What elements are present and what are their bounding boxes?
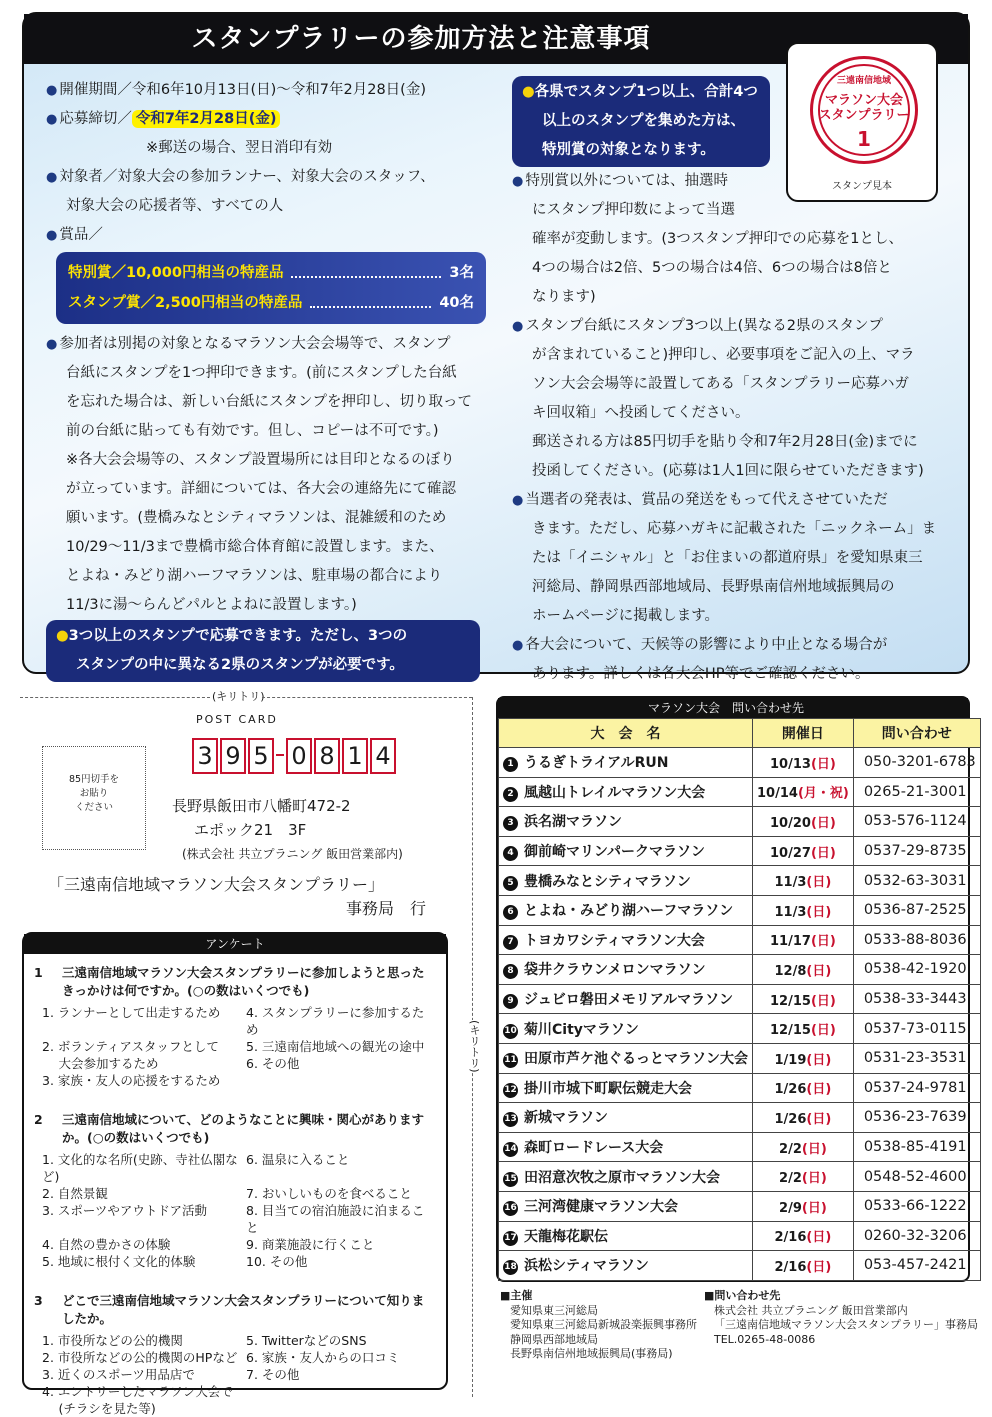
marathon-date: 1/19(日) <box>753 1043 854 1073</box>
zip-digit: 8 <box>314 738 340 774</box>
survey-question-1: 1 三遠南信地域マラソン大会スタンプラリーに参加しようと思ったきっかけは何ですか。(○の数はいくつでも) 1. ランナーとして出走するため 4. スタンプラリーに参加するため 2. ボランティアスタッフとして 5. 三遠南信地域への観光の途中 大会参加するため 6. その他 3. 家族・友人の応援をするため <box>34 965 425 1088</box>
marathon-date: 1/26(日) <box>753 1103 854 1133</box>
table-header-row <box>499 719 981 748</box>
table-row <box>499 1221 981 1251</box>
row-number-badge: 5 <box>503 876 518 891</box>
rules-panel <box>22 12 970 682</box>
cut-line <box>262 697 472 698</box>
prize-box <box>56 252 486 324</box>
bullet-icon: ● <box>46 337 58 352</box>
table-row <box>499 955 981 985</box>
para-1-line-3: 前の台紙に貼っても有効です。但し、コピーは不可です。) <box>66 423 439 439</box>
marathon-phone: 050-3201-6783 <box>853 748 980 778</box>
zip-digit: 1 <box>342 738 368 774</box>
zip-digit: 0 <box>286 738 312 774</box>
table-row <box>499 807 981 837</box>
special-prize-note: ●各県でスタンプ1つ以上、合計4つ 以上のスタンプを集めた方は、 特別賞の対象となります。 <box>512 76 770 167</box>
survey-question-2: 2 三遠南信地域について、どのようなことに興味・関心がありますか。(○の数はいくつでも) 1. 文化的な名所(史跡、寺社仏閣など) 6. 温泉に入ること 2. 自然景観 7. おいしいものを食べること 3. スポーツやアウトドア活動 8. 目当ての宿泊施設に泊まること 4. 自然の豊かさの体験 9. 商業施設に行くこと 5. 地域に根付く文化的体験 10. その他 <box>34 1112 425 1269</box>
table-row <box>499 866 981 896</box>
marathon-phone: 0533-88-8036 <box>853 925 980 955</box>
marathon-phone: 0548-52-4600 <box>853 1162 980 1192</box>
row-number-badge: 14 <box>503 1142 518 1157</box>
marathon-phone: 0260-32-3206 <box>853 1221 980 1251</box>
cut-line <box>20 697 210 698</box>
table-row <box>499 1162 981 1192</box>
marathon-date: 12/15(日) <box>753 984 854 1014</box>
row-number-badge: 9 <box>503 994 518 1009</box>
contacts-table <box>498 718 981 1281</box>
r-para-2-line-0: ● スタンプ台紙にスタンプ3つ以上(異なる2県のスタンプ <box>512 318 883 334</box>
header-name: 大 会 名 <box>499 719 753 748</box>
row-number-badge: 13 <box>503 1112 518 1127</box>
row-number-badge: 18 <box>503 1260 518 1275</box>
target-text-2: 対象大会の応援者等、すべての人 <box>66 198 284 214</box>
table-row <box>499 895 981 925</box>
prize-stamp: スタンプ賞／2,500円相当の特産品 40名 <box>68 288 474 318</box>
marathon-date: 2/2(日) <box>753 1132 854 1162</box>
marathon-phone: 053-457-2421 <box>853 1251 980 1281</box>
row-number-badge: 10 <box>503 1024 518 1039</box>
row-number-badge: 15 <box>503 1172 518 1187</box>
para-2-line-2: 願います。(豊橋みなとシティマラソンは、混雑緩和のため <box>66 510 447 526</box>
bullet-icon: ● <box>512 638 524 653</box>
table-row <box>499 984 981 1014</box>
bullet-icon: ● <box>46 112 58 127</box>
zip-digit: 5 <box>248 738 274 774</box>
marathon-name: 11 田原市芦ケ池ぐるっとマラソン大会 <box>499 1043 753 1073</box>
marathon-name: 9 ジュビロ磐田メモリアルマラソン <box>499 984 753 1014</box>
para-1-line-1: 台紙にスタンプを1つ押印できます。(前にスタンプした台紙 <box>66 365 457 381</box>
para-2-line-3: 10/29～11/3まで豊橋市総合体育館に設置します。また、 <box>66 539 444 555</box>
marathon-date: 11/3(日) <box>753 895 854 925</box>
table-row <box>499 777 981 807</box>
inquiry-block: ■問い合わせ先 株式会社 共立プラニング 飯田営業部内 「三遠南信地域マラソン大会スタンプラリー」事務局 TEL.0265-48-0086 <box>704 1289 978 1346</box>
marathon-date: 12/15(日) <box>753 1014 854 1044</box>
bullet-icon: ● <box>46 83 58 98</box>
postcard-recipient: 「三遠南信地域マラソン大会スタンプラリー」 事務局 行 <box>48 875 427 918</box>
marathon-name: 5 豊橋みなとシティマラソン <box>499 866 753 896</box>
row-number-badge: 3 <box>503 816 518 831</box>
bullet-icon: ● <box>512 493 524 508</box>
para-2-line-1: が立っています。詳細については、各大会の連絡先にて確認 <box>66 481 457 497</box>
row-number-badge: 11 <box>503 1053 518 1068</box>
organizer-block: ■主催 愛知県東三河総局 愛知県東三河総局新城設楽振興事務所 静岡県西部地域局 長野県南信州地域振興局(事務局) <box>500 1289 697 1360</box>
zip-separator <box>276 754 284 756</box>
marathon-phone: 0536-87-2525 <box>853 895 980 925</box>
row-number-badge: 2 <box>503 787 518 802</box>
marathon-name: 14 森町ロードレース大会 <box>499 1132 753 1162</box>
postcard-label: POST CARD <box>196 713 278 726</box>
header-date: 開催日 <box>753 719 854 748</box>
marathon-name: 16 三河湾健康マラソン大会 <box>499 1191 753 1221</box>
table-row <box>499 1132 981 1162</box>
bullet-icon: ● <box>522 84 535 100</box>
marathon-date: 2/16(日) <box>753 1251 854 1281</box>
marathon-contacts <box>496 696 976 1282</box>
marathon-phone: 0537-73-0115 <box>853 1014 980 1044</box>
stamp-sample-seal: 三遠南信地域 マラソン大会 スタンプラリー 1 <box>810 56 918 164</box>
bullet-icon: ● <box>56 628 69 644</box>
cut-label-side: (キリトリ) <box>462 1020 482 1073</box>
marathon-name: 4 御前崎マリンパークマラソン <box>499 836 753 866</box>
rules-left-column <box>46 76 506 684</box>
marathon-name: 8 袋井クラウンメロンマラソン <box>499 955 753 985</box>
cut-label: (キリトリ) <box>212 690 265 703</box>
postcard-address: 長野県飯田市八幡町472-2 エポック21 3F (株式会社 共立プラニング 飯田営業部内) <box>172 797 403 861</box>
deadline-highlight: 令和7年2月28日(金) <box>132 110 281 128</box>
marathon-date: 11/3(日) <box>753 866 854 896</box>
table-row <box>499 748 981 778</box>
para-2-line-4: とよね・みどり湖ハーフマラソンは、駐車場の都合により <box>66 568 443 584</box>
survey-form <box>22 932 448 1416</box>
zip-code-boxes <box>192 738 398 774</box>
marathon-name: 18 浜松シティマラソン <box>499 1251 753 1281</box>
marathon-name: 17 天龍梅花駅伝 <box>499 1221 753 1251</box>
survey-title: アンケート <box>24 934 446 954</box>
marathon-phone: 0536-23-7639 <box>853 1103 980 1133</box>
table-row <box>499 1191 981 1221</box>
row-number-badge: 12 <box>503 1083 518 1098</box>
marathon-date: 10/14(月・祝) <box>753 777 854 807</box>
postage-stamp-box: 85円切手を お貼り ください <box>42 746 146 850</box>
row-number-badge: 17 <box>503 1231 518 1246</box>
marathon-name: 3 浜名湖マラソン <box>499 807 753 837</box>
zip-digit: 3 <box>192 738 218 774</box>
para-1-line-2: を忘れた場合は、新しい台紙にスタンプを押印し、切り取って <box>66 394 472 410</box>
marathon-date: 10/20(日) <box>753 807 854 837</box>
stamp-sample-caption: スタンプ見本 <box>832 181 892 192</box>
rules-right-column: ●各県でスタンプ1つ以上、合計4つ 以上のスタンプを集めた方は、 特別賞の対象となります。 ● 特別賞以外については、抽選時 にスタンプ押印数によって当選 確率が変動します。(3つスタンプ押印での応募を1とし、 4つの場合は2倍、5つの場合は4倍、6つの場合は8倍と なります) ● スタンプ台紙にスタンプ3つ以上(異なる2県のスタンプ が含まれていること)押印し、必要事項をご記入の上、マラ ソン大会会場等に設置してある「スタンプラリー応募ハガ キ回収箱」へ投函してください。 郵送される方は85円切手を貼り令和7年2月28日(金)までに 投函してください。(応募は1人1回に限らせていただきます) ● 当選者の発表は、賞品の発送をもって代えさせていただ きます。ただし、応募ハガキに記載された「ニックネーム」ま たは「イニシャル」と「お住まいの都道府県」を愛知県東三 河総局、静岡県西部地域局、長野県南信州地域振興局の ホームページに掲載します。 ● 各大会について、天候等の影響により中止となる場合が あります。詳しくは各大会HP等でご確認ください。 <box>512 76 958 689</box>
survey-question-3: 3 どこで三遠南信地域マラソン大会スタンプラリーについて知りましたか。 1. 市役所などの公的機関 5. TwitterなどのSNS 2. 市役所などの公的機関のHPなど 6. 家族・友人からの口コミ 3. 近くのスポーツ用品店で 7. その他 4. エントリーしたマラソン大会で (チラシを見た等) <box>34 1293 425 1416</box>
table-row <box>499 1043 981 1073</box>
table-row <box>499 1014 981 1044</box>
marathon-phone: 0538-42-1920 <box>853 955 980 985</box>
stamp-note-box: ●3つ以上のスタンプで応募できます。ただし、3つの スタンプの中に異なる2県のスタンプが必要です。 <box>46 620 480 682</box>
marathon-date: 1/26(日) <box>753 1073 854 1103</box>
marathon-date: 2/2(日) <box>753 1162 854 1192</box>
marathon-phone: 0538-33-3443 <box>853 984 980 1014</box>
table-row <box>499 836 981 866</box>
para-2-line-0: ※各大会会場等の、スタンプ設置場所には目印となるのぼり <box>66 452 455 468</box>
marathon-phone: 053-576-1124 <box>853 807 980 837</box>
zip-digit: 4 <box>370 738 396 774</box>
stamp-sample-card <box>786 42 938 202</box>
marathon-date: 12/8(日) <box>753 955 854 985</box>
marathon-name: 1 うるぎトライアルRUN <box>499 748 753 778</box>
row-number-badge: 6 <box>503 905 518 920</box>
marathon-name: 12 掛川市城下町駅伝競走大会 <box>499 1073 753 1103</box>
marathon-name: 2 風越山トレイルマラソン大会 <box>499 777 753 807</box>
table-row <box>499 1103 981 1133</box>
table-row <box>499 1251 981 1281</box>
prize-special: 特別賞／10,000円相当の特産品 3名 <box>68 258 474 288</box>
row-number-badge: 16 <box>503 1201 518 1216</box>
marathon-date: 11/17(日) <box>753 925 854 955</box>
marathon-name: 13 新城マラソン <box>499 1103 753 1133</box>
bullet-icon: ● <box>512 174 524 189</box>
bullet-icon: ● <box>46 170 58 185</box>
r-para-3-line-0: ● 当選者の発表は、賞品の発送をもって代えさせていただ <box>512 492 888 508</box>
contacts-title: マラソン大会 問い合わせ先 <box>498 698 968 718</box>
table-row <box>499 1073 981 1103</box>
marathon-date: 10/27(日) <box>753 836 854 866</box>
marathon-phone: 0537-24-9781 <box>853 1073 980 1103</box>
prize-label: ● 賞品／ <box>46 227 103 243</box>
para-1-line-0: ● 参加者は別掲の対象となるマラソン大会会場等で、スタンプ <box>46 336 451 352</box>
para-2-line-5: 11/3に湯～らんどパルとよねに設置します。) <box>66 597 357 613</box>
row-number-badge: 1 <box>503 757 518 772</box>
rules-title: スタンプラリーの参加方法と注意事項 <box>24 14 968 64</box>
marathon-date: 2/16(日) <box>753 1221 854 1251</box>
row-number-badge: 4 <box>503 846 518 861</box>
marathon-phone: 0538-85-4191 <box>853 1132 980 1162</box>
bullet-icon: ● <box>46 228 58 243</box>
deadline-text: ● 応募締切／ 令和7年2月28日(金) <box>46 105 506 134</box>
marathon-phone: 0531-23-3531 <box>853 1043 980 1073</box>
deadline-note: ※郵送の場合、翌日消印有効 <box>146 140 333 156</box>
header-contact: 問い合わせ <box>853 719 980 748</box>
marathon-phone: 0533-66-1222 <box>853 1191 980 1221</box>
r-para-4-line-0: ● 各大会について、天候等の影響により中止となる場合が <box>512 637 888 653</box>
zip-digit: 9 <box>220 738 246 774</box>
row-number-badge: 7 <box>503 935 518 950</box>
period-text: ● 開催期間／令和6年10月13日(日)～令和7年2月28日(金) <box>46 82 426 98</box>
marathon-date: 10/13(日) <box>753 748 854 778</box>
marathon-phone: 0537-29-8735 <box>853 836 980 866</box>
marathon-date: 2/9(日) <box>753 1191 854 1221</box>
row-number-badge: 8 <box>503 964 518 979</box>
contacts-table-body <box>499 748 981 1281</box>
marathon-name: 7 トヨカワシティマラソン大会 <box>499 925 753 955</box>
marathon-phone: 0265-21-3001 <box>853 777 980 807</box>
target-text: ● 対象者／対象大会の参加ランナー、対象大会のスタッフ、 <box>46 169 435 185</box>
marathon-name: 6 とよね・みどり湖ハーフマラソン <box>499 895 753 925</box>
r-para-1-line-0: ● 特別賞以外については、抽選時 <box>512 173 729 189</box>
marathon-name: 15 田沼意次牧之原市マラソン大会 <box>499 1162 753 1192</box>
marathon-phone: 0532-63-3031 <box>853 866 980 896</box>
marathon-name: 10 菊川Cityマラソン <box>499 1014 753 1044</box>
bullet-icon: ● <box>512 319 524 334</box>
table-row <box>499 925 981 955</box>
